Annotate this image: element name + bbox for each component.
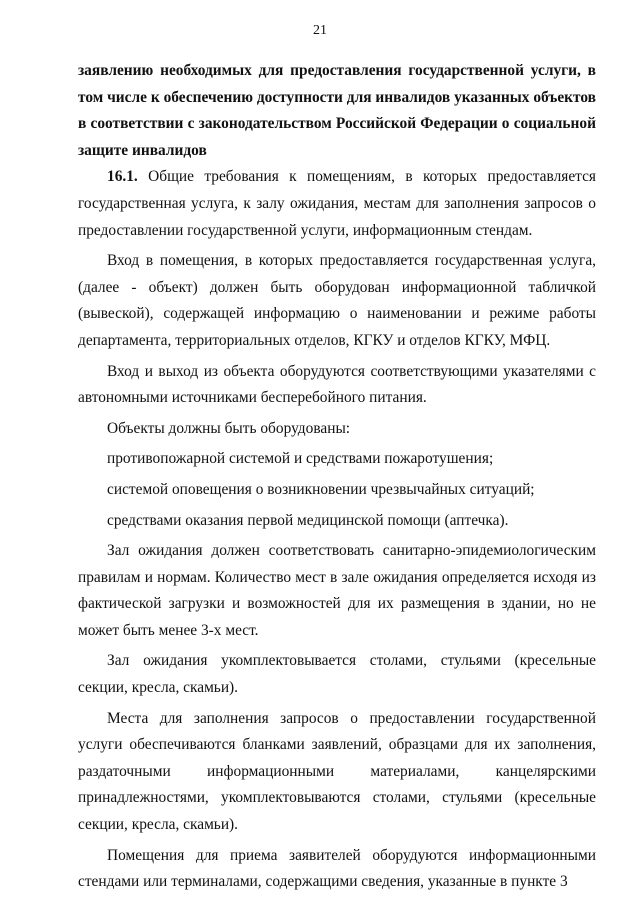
paragraph: Зал ожидания укомплектовывается столами, стульями (кресельные секции, кресла, скамьи). xyxy=(78,652,596,697)
paragraph: Места для заполнения запросов о предоставлении государственной услуги обеспечиваются бланками заявлений, образцами для их заполнения, раздаточными информационными материалами, канцелярскими принадлежностями, укомплектовываются столами, стульями (кресельные секции, кресла, скамьи). xyxy=(78,709,596,834)
paragraph: Зал ожидания должен соответствовать санитарно-эпидемиологическим правилам и нормам. Количество мест в зале ожидания определяется исходя из фактической загрузки и возможностей для их размещения в здании, но не может быть менее 3-х мест. xyxy=(78,542,596,639)
paragraph: Объекты должны быть оборудованы: xyxy=(107,419,351,437)
page-number: 21 xyxy=(313,23,327,38)
section-paragraph xyxy=(78,164,596,244)
list-item: средствами оказания первой медицинской помощи (аптечка). xyxy=(107,511,509,529)
list-item: системой оповещения о возникновении чрезвычайных ситуаций; xyxy=(107,480,535,498)
document-body xyxy=(78,58,596,896)
paragraph: Вход и выход из объекта оборудуются соответствующими указателями с автономными источниками бесперебойного питания. xyxy=(78,362,596,407)
section-heading: заявлению необходимых для предоставления государственной услуги, в том числе к обеспечению доступности для инвалидов указанных объектов в соответствии с законодательством Российской Федерации о социальной защите инвалидов xyxy=(78,62,596,159)
list-item: противопожарной системой и средствами пожаротушения; xyxy=(107,450,494,468)
section-text: Общие требования к помещениям, в которых предоставляется государственная услуга, к залу ожидания, местам для заполнения запросов о предоставлении государственной услуги, информационным стендам. xyxy=(78,168,596,239)
paragraph: Помещения для приема заявителей оборудуются информационными стендами или терминалами, содержащими сведения, указанные в пункте 3 xyxy=(78,846,596,891)
section-number: 16.1. xyxy=(107,168,138,186)
paragraph: Вход в помещения, в которых предоставляется государственная услуга, (далее - объект) должен быть оборудован информационной табличкой (вывеской), содержащей информацию о наименовании и режиме работы департамента, территориальных отделов, КГКУ и отделов КГКУ, МФЦ. xyxy=(78,252,596,349)
